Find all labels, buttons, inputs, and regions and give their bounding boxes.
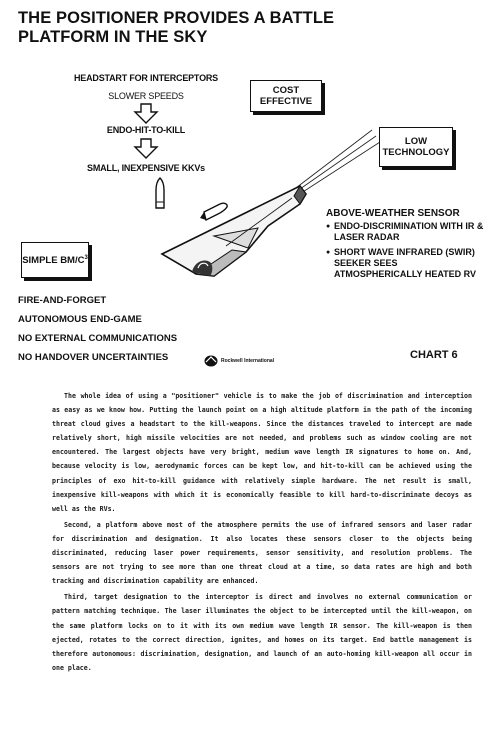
feature-item: AUTONOMOUS END-GAME — [18, 314, 142, 325]
feature-item: NO EXTERNAL COMMUNICATIONS — [18, 333, 178, 344]
sensor-bullet: ● SHORT WAVE INFRARED (SWIR) SEEKER SEES ATMOSPHERICALLY HEATED RV — [326, 247, 486, 280]
sensor-heading: ABOVE-WEATHER SENSOR — [326, 208, 460, 219]
simple-bmc3-box — [21, 242, 89, 278]
feature-list — [18, 291, 177, 367]
page-title: THE POSITIONER PROVIDES A BATTLE PLATFORM IN THE SKY — [18, 9, 335, 46]
rockwell-logo — [204, 355, 274, 367]
kill-vehicle-icon — [200, 203, 227, 220]
low-technology-box — [379, 127, 453, 167]
slower-speeds-label: SLOWER SPEEDS — [108, 91, 184, 101]
cost-effective-box — [250, 80, 322, 112]
sensor-bullet: ● ENDO-DISCRIMINATION WITH IR & LASER RADAR — [326, 221, 486, 243]
paragraph: Third, target designation to the interceptor is direct and involves no external communication or pattern matching technique. The laser illuminates the object to be intercepted until the kill-weapon, on the same platform locks on to it with its own medium wave length IR sensor. The kill-weapon is then ejected, rotates to the correct direction, ignites, and homes on its target. End battle management is therefore autonomous: discrimination, designation, and launch of an auto-homing kill-weapon all occur in one place. — [52, 593, 472, 672]
sensor-description — [326, 208, 486, 284]
cost-effective-label: COST EFFECTIVE — [259, 85, 313, 107]
small-kkvs-label: SMALL, INEXPENSIVE KKVs — [87, 163, 205, 173]
paragraph: Second, a platform above most of the atmosphere permits the use of infrared sensors and laser radar for discrimination and designation. It also locates these sensors closer to the objects being discriminated, reducing laser power requirements, sensor sensitivity, and resolution problems. The sensors are not trying to see more than one threat cloud at a time, so data rates are high and both tracking and discrimination capability are enhanced. — [52, 520, 472, 586]
kill-vehicle-icon — [156, 178, 164, 208]
headstart-label: HEADSTART FOR INTERCEPTORS — [74, 73, 218, 83]
down-arrow-icon — [135, 139, 157, 158]
paragraph: The whole idea of using a "positioner" vehicle is to make the job of discrimination and interception as easy as we know how. Putting the launch point on a high altitude platform in the path of the incoming threat cloud gives a headstart to the kill-weapons. Since the distances traveled to intercept are made relatively short, high missile velocities are not needed, and problems such as window cooling are not encountered. The largest objects have very bright, medium wave length IR signatures to home on. And, because velocity is low, aerodynamic forces can be kept low, and hit-to-kill can be achieved using the principles of exo hit-to-kill guidance with relatively simple hardware. The net result is small, inexpensive kill-weapons with which it is economically feasible to kill hard-to-discriminate decoys as well as the RVs. — [52, 392, 472, 513]
simple-bmc3-label: SIMPLE $BM/C^3$ — [22, 255, 88, 267]
positioner-aircraft — [162, 186, 306, 276]
low-technology-label: LOW TECHNOLOGY — [382, 136, 450, 158]
feature-item: NO HANDOVER UNCERTAINTIES — [18, 352, 169, 363]
feature-item: FIRE-AND-FORGET — [18, 295, 107, 306]
chart-number: CHART 6 — [410, 349, 458, 361]
down-arrow-icon — [135, 104, 157, 123]
rockwell-logo-icon — [204, 355, 218, 367]
rockwell-logo-text: Rockwell International — [221, 358, 275, 364]
body-text — [52, 389, 472, 677]
endo-hit-to-kill-label: ENDO-HIT-TO-KILL — [106, 125, 186, 135]
